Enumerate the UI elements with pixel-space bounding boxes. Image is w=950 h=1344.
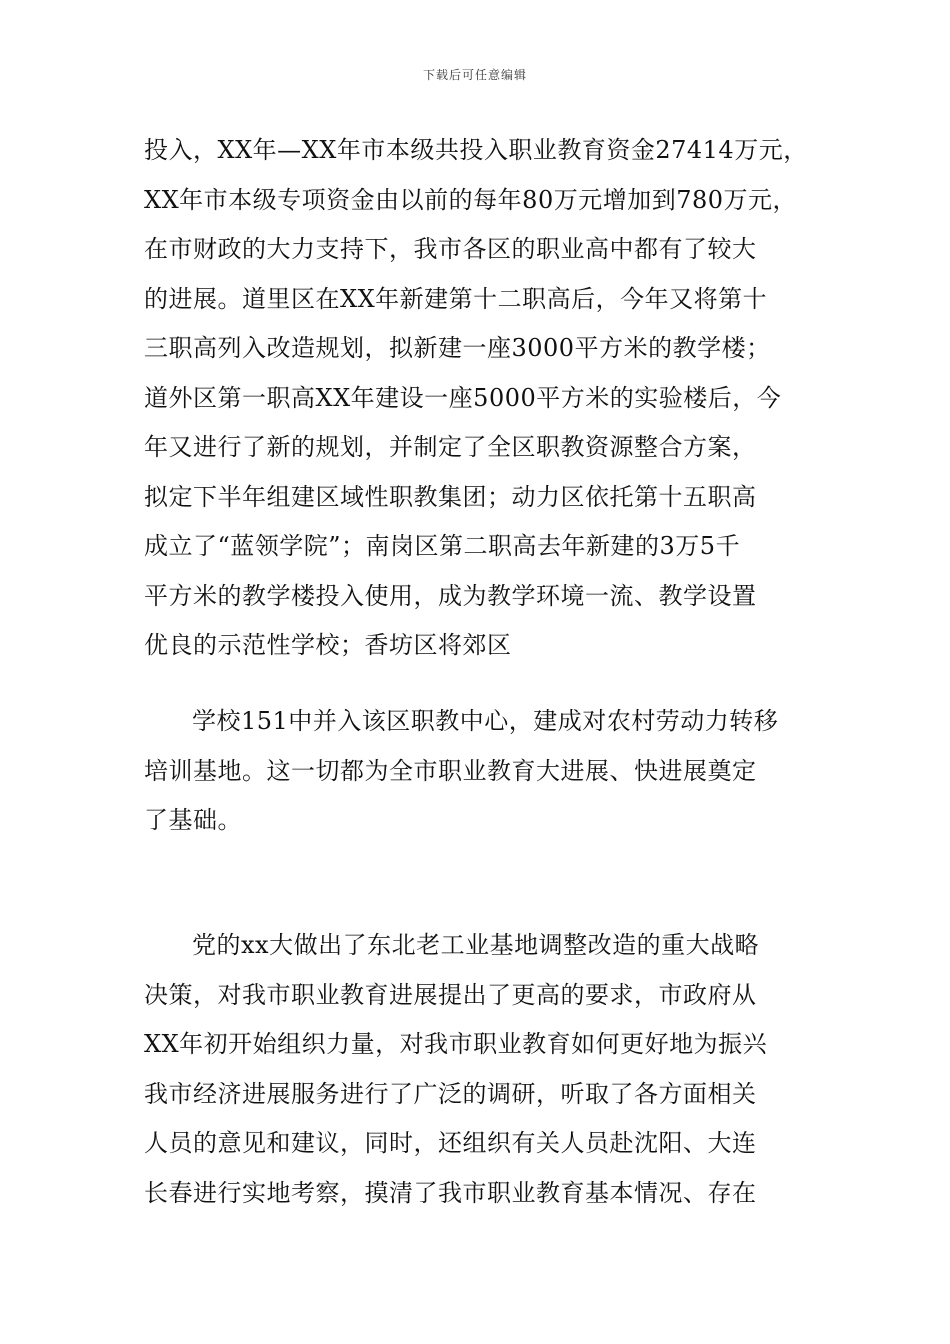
text-line: 年又进行了新的规划，并制定了全区职教资源整合方案， [144,433,757,461]
text-line: 道外区第一职高XX年建设一座5000平方米的实验楼后，今 [144,383,782,412]
text-line: XX年初开始组织力量，对我市职业教育如何更好地为振兴 [144,1030,768,1058]
paragraph-1 [144,126,816,671]
text-line: 决策，对我市职业教育进展提出了更高的要求，市政府从 [144,980,757,1009]
text-line: 平方米的教学楼投入使用，成为教学环境一流、教学设置 [144,581,757,610]
page-header: 下载后可任意编辑 [422,68,527,82]
paragraph-3 [144,921,816,1218]
text-line: 学校151中并入该区职教中心，建成对农村劳动力转移 [192,707,779,735]
text-line: 的进展。道里区在XX年新建第十二职高后，今年又将第十 [144,284,768,313]
text-line: XX年市本级专项资金由以前的每年80万元增加到780万元， [144,185,798,214]
text-line: 拟定下半年组建区域性职教集团；动力区依托第十五职高 [144,482,757,511]
text-line: 培训基地。这一切都为全市职业教育大进展、快进展奠定 [144,756,757,785]
text-line: 党的xx大做出了东北老工业基地调整改造的重大战略 [192,931,760,959]
text-line: 成立了“蓝领学院”；南岗区第二职高去年新建的3万5千 [144,532,741,560]
text-line: 了基础。 [144,806,242,834]
paragraph-2 [144,697,816,846]
text-line: 长春进行实地考察，摸清了我市职业教育基本情况、存在 [144,1178,757,1207]
text-line: 我市经济进展服务进行了广泛的调研，听取了各方面相关 [144,1079,757,1108]
text-line: 人员的意见和建议，同时，还组织有关人员赴沈阳、大连 [144,1129,757,1157]
text-line: 投入，XX年—XX年市本级共投入职业教育资金27414万元， [144,136,808,164]
text-line: 三职高列入改造规划，拟新建一座3000平方米的教学楼； [144,334,771,362]
text-line: 优良的示范性学校；香坊区将郊区 [144,631,512,659]
text-line: 在市财政的大力支持下，我市各区的职业高中都有了较大 [144,235,757,263]
